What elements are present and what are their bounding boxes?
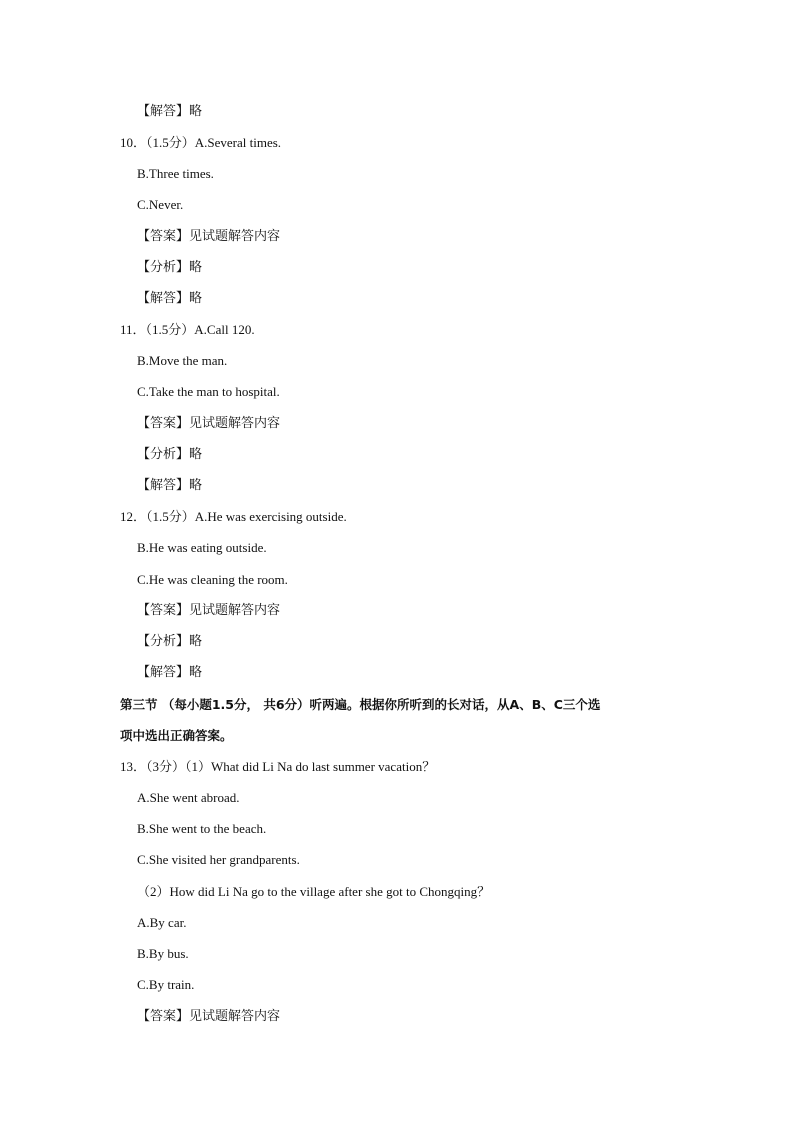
section-3-heading-continued: 项中选出正确答案。 xyxy=(120,728,233,743)
solution-label: 【解答】略 xyxy=(137,478,203,493)
question-12-option-a: 12．（1.5分）A.He was exercising outside. xyxy=(120,509,347,524)
solution-label: 【解答】略 xyxy=(137,291,203,306)
solution-label: 【解答】略 xyxy=(137,104,203,119)
answer-label: 【答案】见试题解答内容 xyxy=(137,416,281,431)
question-11-option-a: 11．（1.5分）A.Call 120. xyxy=(120,322,255,337)
question-10-option-b: B.Three times. xyxy=(137,166,214,181)
answer-label: 【答案】见试题解答内容 xyxy=(137,229,281,244)
question-13-2-option-b: B.By bus. xyxy=(137,946,189,961)
section-3-heading: 第三节 （每小题1.5分， 共6分）听两遍。根据你所听到的长对话，从A、B、C三个选 xyxy=(120,697,601,712)
question-13-1-option-a: A.She went abroad. xyxy=(137,790,240,805)
analysis-label: 【分析】略 xyxy=(137,447,203,462)
question-12-option-b: B.He was eating outside. xyxy=(137,540,267,555)
question-13-2-option-a: A.By car. xyxy=(137,915,187,930)
question-12-option-c: C.He was cleaning the room. xyxy=(137,572,288,587)
answer-label: 【答案】见试题解答内容 xyxy=(137,1009,281,1024)
analysis-label: 【分析】略 xyxy=(137,260,203,275)
question-10-option-c: C.Never. xyxy=(137,197,184,212)
question-11-option-c: C.Take the man to hospital. xyxy=(137,384,280,399)
question-10-option-a: 10．（1.5分）A.Several times. xyxy=(120,135,282,150)
question-13-part-1: 13．（3分）（1）What did Li Na do last summer vacation？ xyxy=(120,759,436,774)
answer-label: 【答案】见试题解答内容 xyxy=(137,603,281,618)
question-11-option-b: B.Move the man. xyxy=(137,353,228,368)
analysis-label: 【分析】略 xyxy=(137,634,203,649)
question-13-2-option-c: C.By train. xyxy=(137,977,195,992)
solution-label: 【解答】略 xyxy=(137,665,203,680)
question-13-1-option-b: B.She went to the beach. xyxy=(137,821,267,836)
question-13-part-2: （2）How did Li Na go to the village after she got to Chongqing？ xyxy=(137,884,491,899)
question-13-1-option-c: C.She visited her grandparents. xyxy=(137,852,300,867)
